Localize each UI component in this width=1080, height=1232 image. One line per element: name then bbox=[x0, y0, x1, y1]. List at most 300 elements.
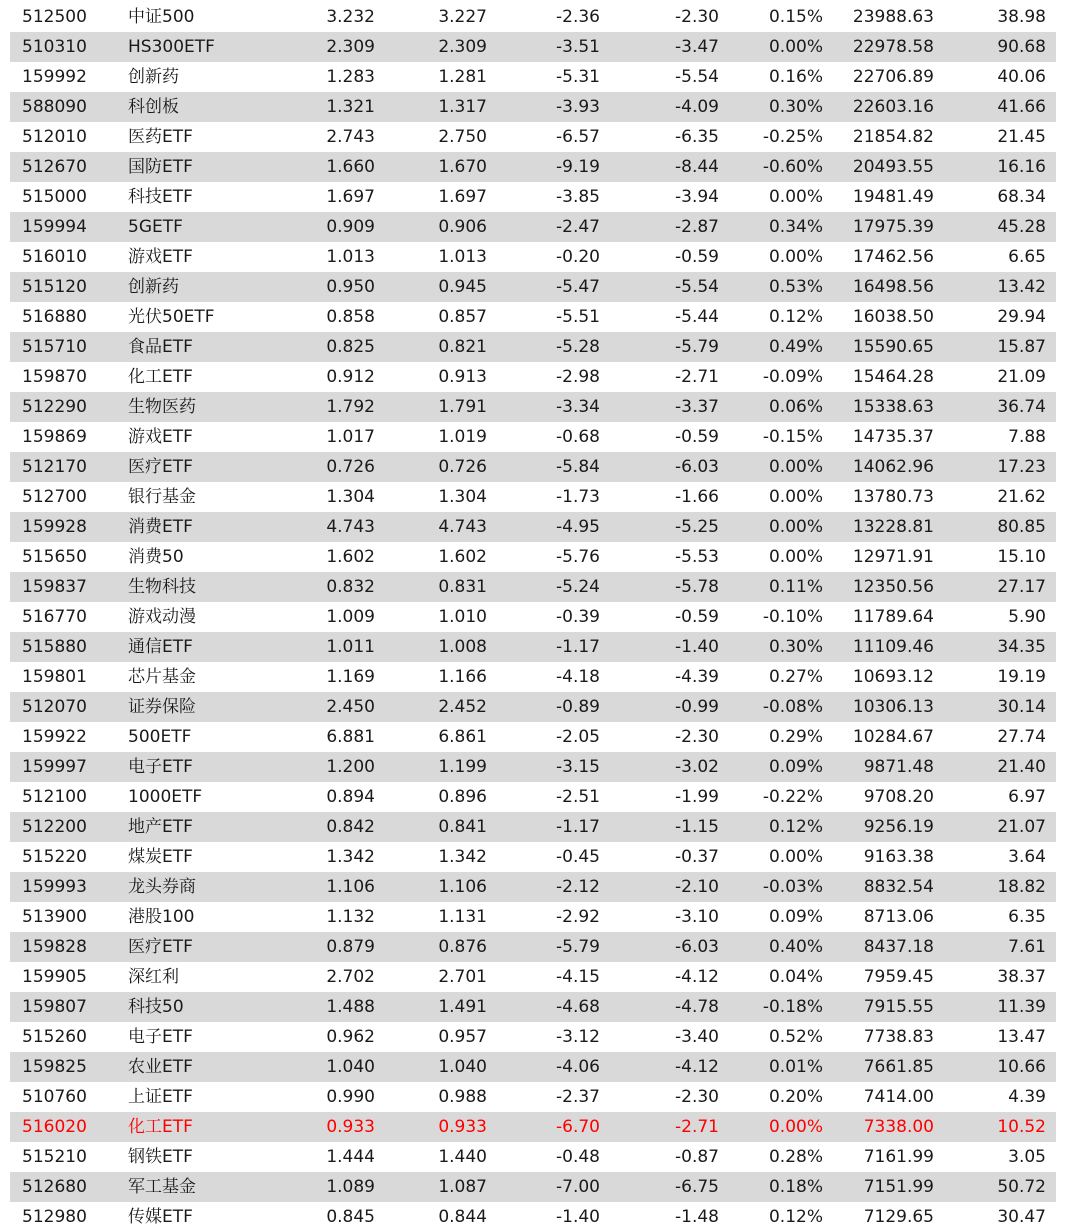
volume-cell: 13228.81 bbox=[852, 517, 934, 537]
nav-cell: 0.945 bbox=[438, 277, 487, 297]
change-a-cell: -2.92 bbox=[556, 907, 600, 927]
fund-code-cell: 512100 bbox=[22, 787, 87, 807]
change-a-cell: -2.98 bbox=[556, 367, 600, 387]
last-value-cell: 6.97 bbox=[1008, 787, 1046, 807]
change-b-cell: -2.10 bbox=[675, 877, 719, 897]
nav-cell: 0.857 bbox=[438, 307, 487, 327]
premium-rate-cell: 0.00% bbox=[768, 457, 823, 477]
fund-code-cell: 515880 bbox=[22, 637, 87, 657]
nav-cell: 0.896 bbox=[438, 787, 487, 807]
last-value-cell: 13.47 bbox=[997, 1027, 1046, 1047]
fund-code-cell: 159869 bbox=[22, 427, 87, 447]
fund-code-cell: 159997 bbox=[22, 757, 87, 777]
nav-cell: 1.602 bbox=[438, 547, 487, 567]
nav-cell: 1.342 bbox=[438, 847, 487, 867]
fund-code-cell: 516020 bbox=[22, 1117, 87, 1137]
table-row bbox=[10, 62, 1056, 92]
last-value-cell: 21.45 bbox=[997, 127, 1046, 147]
fund-name-cell: 医疗ETF bbox=[128, 457, 193, 477]
premium-rate-cell: 0.00% bbox=[768, 487, 823, 507]
fund-code-cell: 515210 bbox=[22, 1147, 87, 1167]
change-b-cell: -2.71 bbox=[675, 1117, 719, 1137]
premium-rate-cell: 0.27% bbox=[768, 667, 823, 687]
fund-name-cell: 农业ETF bbox=[128, 1057, 193, 1077]
volume-cell: 10284.67 bbox=[852, 727, 934, 747]
table-row bbox=[10, 752, 1056, 782]
fund-code-cell: 159905 bbox=[22, 967, 87, 987]
premium-rate-cell: 0.00% bbox=[768, 1117, 823, 1137]
volume-cell: 15338.63 bbox=[852, 397, 934, 417]
volume-cell: 9871.48 bbox=[863, 757, 934, 777]
price-cell: 1.013 bbox=[326, 247, 375, 267]
fund-name-cell: 游戏ETF bbox=[128, 427, 193, 447]
table-row bbox=[10, 272, 1056, 302]
price-cell: 2.743 bbox=[326, 127, 375, 147]
volume-cell: 19481.49 bbox=[852, 187, 934, 207]
nav-cell: 1.491 bbox=[438, 997, 487, 1017]
fund-code-cell: 515220 bbox=[22, 847, 87, 867]
change-a-cell: -5.31 bbox=[556, 67, 600, 87]
nav-cell: 1.304 bbox=[438, 487, 487, 507]
last-value-cell: 29.94 bbox=[997, 307, 1046, 327]
change-b-cell: -0.59 bbox=[675, 607, 719, 627]
table-row bbox=[10, 332, 1056, 362]
table-row bbox=[10, 842, 1056, 872]
premium-rate-cell: 0.15% bbox=[768, 7, 823, 27]
premium-rate-cell: -0.03% bbox=[762, 877, 823, 897]
change-b-cell: -2.30 bbox=[675, 7, 719, 27]
premium-rate-cell: 0.04% bbox=[768, 967, 823, 987]
premium-rate-cell: -0.22% bbox=[762, 787, 823, 807]
change-a-cell: -5.79 bbox=[556, 937, 600, 957]
premium-rate-cell: 0.53% bbox=[768, 277, 823, 297]
last-value-cell: 10.66 bbox=[997, 1057, 1046, 1077]
fund-code-cell: 512680 bbox=[22, 1177, 87, 1197]
change-b-cell: -1.15 bbox=[675, 817, 719, 837]
change-b-cell: -2.30 bbox=[675, 727, 719, 747]
last-value-cell: 17.23 bbox=[997, 457, 1046, 477]
table-row bbox=[10, 962, 1056, 992]
fund-code-cell: 159922 bbox=[22, 727, 87, 747]
fund-code-cell: 512170 bbox=[22, 457, 87, 477]
premium-rate-cell: 0.29% bbox=[768, 727, 823, 747]
last-value-cell: 11.39 bbox=[997, 997, 1046, 1017]
nav-cell: 1.670 bbox=[438, 157, 487, 177]
fund-name-cell: 证券保险 bbox=[128, 697, 196, 717]
change-b-cell: -0.87 bbox=[675, 1147, 719, 1167]
table-row bbox=[10, 542, 1056, 572]
price-cell: 1.602 bbox=[326, 547, 375, 567]
fund-name-cell: 医药ETF bbox=[128, 127, 193, 147]
fund-name-cell: 电子ETF bbox=[128, 757, 193, 777]
fund-code-cell: 512200 bbox=[22, 817, 87, 837]
change-a-cell: -5.51 bbox=[556, 307, 600, 327]
change-b-cell: -1.48 bbox=[675, 1207, 719, 1227]
change-b-cell: -4.78 bbox=[675, 997, 719, 1017]
fund-code-cell: 512670 bbox=[22, 157, 87, 177]
last-value-cell: 16.16 bbox=[997, 157, 1046, 177]
table-row bbox=[10, 1172, 1056, 1202]
change-a-cell: -2.51 bbox=[556, 787, 600, 807]
last-value-cell: 21.62 bbox=[997, 487, 1046, 507]
volume-cell: 7661.85 bbox=[863, 1057, 934, 1077]
fund-name-cell: 消费50 bbox=[128, 547, 184, 567]
table-row bbox=[10, 602, 1056, 632]
change-a-cell: -2.36 bbox=[556, 7, 600, 27]
premium-rate-cell: 0.52% bbox=[768, 1027, 823, 1047]
change-b-cell: -1.99 bbox=[675, 787, 719, 807]
last-value-cell: 30.47 bbox=[997, 1207, 1046, 1227]
volume-cell: 16498.56 bbox=[852, 277, 934, 297]
fund-name-cell: 龙头券商 bbox=[128, 877, 196, 897]
last-value-cell: 7.88 bbox=[1008, 427, 1046, 447]
volume-cell: 22603.16 bbox=[852, 97, 934, 117]
last-value-cell: 3.05 bbox=[1008, 1147, 1046, 1167]
price-cell: 2.702 bbox=[326, 967, 375, 987]
volume-cell: 11789.64 bbox=[852, 607, 934, 627]
last-value-cell: 30.14 bbox=[997, 697, 1046, 717]
premium-rate-cell: 0.09% bbox=[768, 907, 823, 927]
fund-code-cell: 512500 bbox=[22, 7, 87, 27]
premium-rate-cell: 0.40% bbox=[768, 937, 823, 957]
change-b-cell: -6.03 bbox=[675, 937, 719, 957]
premium-rate-cell: 0.49% bbox=[768, 337, 823, 357]
nav-cell: 1.281 bbox=[438, 67, 487, 87]
volume-cell: 13780.73 bbox=[852, 487, 934, 507]
volume-cell: 15464.28 bbox=[852, 367, 934, 387]
fund-code-cell: 515650 bbox=[22, 547, 87, 567]
last-value-cell: 21.40 bbox=[997, 757, 1046, 777]
change-b-cell: -4.12 bbox=[675, 967, 719, 987]
price-cell: 0.894 bbox=[326, 787, 375, 807]
last-value-cell: 6.35 bbox=[1008, 907, 1046, 927]
change-a-cell: -0.39 bbox=[556, 607, 600, 627]
nav-cell: 1.019 bbox=[438, 427, 487, 447]
nav-cell: 1.013 bbox=[438, 247, 487, 267]
fund-name-cell: 深红利 bbox=[128, 967, 179, 987]
volume-cell: 14062.96 bbox=[852, 457, 934, 477]
change-b-cell: -0.59 bbox=[675, 427, 719, 447]
last-value-cell: 10.52 bbox=[997, 1117, 1046, 1137]
nav-cell: 0.841 bbox=[438, 817, 487, 837]
change-a-cell: -0.48 bbox=[556, 1147, 600, 1167]
last-value-cell: 6.65 bbox=[1008, 247, 1046, 267]
price-cell: 1.017 bbox=[326, 427, 375, 447]
volume-cell: 22978.58 bbox=[852, 37, 934, 57]
fund-code-cell: 516770 bbox=[22, 607, 87, 627]
premium-rate-cell: -0.15% bbox=[762, 427, 823, 447]
nav-cell: 1.317 bbox=[438, 97, 487, 117]
price-cell: 0.933 bbox=[326, 1117, 375, 1137]
fund-code-cell: 510310 bbox=[22, 37, 87, 57]
table-row bbox=[10, 1052, 1056, 1082]
fund-name-cell: 科技ETF bbox=[128, 187, 193, 207]
premium-rate-cell: 0.00% bbox=[768, 247, 823, 267]
price-cell: 4.743 bbox=[326, 517, 375, 537]
fund-name-cell: 地产ETF bbox=[128, 817, 193, 837]
change-b-cell: -5.25 bbox=[675, 517, 719, 537]
volume-cell: 10306.13 bbox=[852, 697, 934, 717]
price-cell: 0.832 bbox=[326, 577, 375, 597]
fund-name-cell: HS300ETF bbox=[128, 37, 215, 57]
last-value-cell: 38.37 bbox=[997, 967, 1046, 987]
volume-cell: 22706.89 bbox=[852, 67, 934, 87]
price-cell: 1.089 bbox=[326, 1177, 375, 1197]
change-b-cell: -6.35 bbox=[675, 127, 719, 147]
premium-rate-cell: 0.00% bbox=[768, 37, 823, 57]
premium-rate-cell: 0.18% bbox=[768, 1177, 823, 1197]
change-a-cell: -6.70 bbox=[556, 1117, 600, 1137]
volume-cell: 7151.99 bbox=[863, 1177, 934, 1197]
nav-cell: 4.743 bbox=[438, 517, 487, 537]
nav-cell: 0.726 bbox=[438, 457, 487, 477]
nav-cell: 3.227 bbox=[438, 7, 487, 27]
price-cell: 2.450 bbox=[326, 697, 375, 717]
nav-cell: 2.750 bbox=[438, 127, 487, 147]
price-cell: 0.909 bbox=[326, 217, 375, 237]
fund-code-cell: 512290 bbox=[22, 397, 87, 417]
price-cell: 0.842 bbox=[326, 817, 375, 837]
change-a-cell: -7.00 bbox=[556, 1177, 600, 1197]
change-b-cell: -2.71 bbox=[675, 367, 719, 387]
fund-code-cell: 515000 bbox=[22, 187, 87, 207]
fund-name-cell: 银行基金 bbox=[128, 487, 196, 507]
fund-code-cell: 159928 bbox=[22, 517, 87, 537]
table-row bbox=[10, 1202, 1056, 1232]
premium-rate-cell: -0.09% bbox=[762, 367, 823, 387]
fund-code-cell: 512010 bbox=[22, 127, 87, 147]
change-a-cell: -3.15 bbox=[556, 757, 600, 777]
volume-cell: 21854.82 bbox=[852, 127, 934, 147]
fund-name-cell: 电子ETF bbox=[128, 1027, 193, 1047]
change-b-cell: -0.59 bbox=[675, 247, 719, 267]
fund-code-cell: 159825 bbox=[22, 1057, 87, 1077]
change-b-cell: -6.03 bbox=[675, 457, 719, 477]
fund-name-cell: 钢铁ETF bbox=[128, 1147, 193, 1167]
change-b-cell: -5.79 bbox=[675, 337, 719, 357]
table-row bbox=[10, 422, 1056, 452]
change-b-cell: -2.87 bbox=[675, 217, 719, 237]
table-row bbox=[10, 32, 1056, 62]
fund-name-cell: 5GETF bbox=[128, 217, 183, 237]
nav-cell: 1.008 bbox=[438, 637, 487, 657]
last-value-cell: 4.39 bbox=[1008, 1087, 1046, 1107]
price-cell: 1.106 bbox=[326, 877, 375, 897]
volume-cell: 7161.99 bbox=[863, 1147, 934, 1167]
fund-name-cell: 芯片基金 bbox=[128, 667, 196, 687]
last-value-cell: 68.34 bbox=[997, 187, 1046, 207]
fund-name-cell: 化工ETF bbox=[128, 367, 193, 387]
table-row bbox=[10, 572, 1056, 602]
nav-cell: 1.791 bbox=[438, 397, 487, 417]
fund-name-cell: 1000ETF bbox=[128, 787, 203, 807]
fund-name-cell: 科技50 bbox=[128, 997, 184, 1017]
change-a-cell: -0.45 bbox=[556, 847, 600, 867]
fund-name-cell: 传媒ETF bbox=[128, 1207, 193, 1227]
table-row bbox=[10, 1142, 1056, 1172]
price-cell: 1.283 bbox=[326, 67, 375, 87]
last-value-cell: 3.64 bbox=[1008, 847, 1046, 867]
price-cell: 0.726 bbox=[326, 457, 375, 477]
change-a-cell: -2.47 bbox=[556, 217, 600, 237]
fund-name-cell: 创新药 bbox=[128, 277, 179, 297]
premium-rate-cell: 0.16% bbox=[768, 67, 823, 87]
nav-cell: 0.988 bbox=[438, 1087, 487, 1107]
last-value-cell: 7.61 bbox=[1008, 937, 1046, 957]
price-cell: 2.309 bbox=[326, 37, 375, 57]
fund-name-cell: 生物医药 bbox=[128, 397, 196, 417]
change-a-cell: -5.47 bbox=[556, 277, 600, 297]
table-row bbox=[10, 992, 1056, 1022]
table-row bbox=[10, 512, 1056, 542]
nav-cell: 0.876 bbox=[438, 937, 487, 957]
nav-cell: 2.309 bbox=[438, 37, 487, 57]
price-cell: 0.845 bbox=[326, 1207, 375, 1227]
change-a-cell: -3.34 bbox=[556, 397, 600, 417]
last-value-cell: 18.82 bbox=[997, 877, 1046, 897]
change-a-cell: -5.24 bbox=[556, 577, 600, 597]
change-a-cell: -0.68 bbox=[556, 427, 600, 447]
fund-code-cell: 159807 bbox=[22, 997, 87, 1017]
change-b-cell: -2.30 bbox=[675, 1087, 719, 1107]
fund-code-cell: 159828 bbox=[22, 937, 87, 957]
fund-code-cell: 588090 bbox=[22, 97, 87, 117]
nav-cell: 0.913 bbox=[438, 367, 487, 387]
change-b-cell: -8.44 bbox=[675, 157, 719, 177]
fund-code-cell: 159837 bbox=[22, 577, 87, 597]
last-value-cell: 90.68 bbox=[997, 37, 1046, 57]
table-row bbox=[10, 482, 1056, 512]
price-cell: 1.169 bbox=[326, 667, 375, 687]
change-a-cell: -4.15 bbox=[556, 967, 600, 987]
table-row bbox=[10, 662, 1056, 692]
change-a-cell: -4.95 bbox=[556, 517, 600, 537]
fund-name-cell: 煤炭ETF bbox=[128, 847, 193, 867]
fund-name-cell: 500ETF bbox=[128, 727, 192, 747]
table-row bbox=[10, 872, 1056, 902]
change-b-cell: -3.94 bbox=[675, 187, 719, 207]
change-a-cell: -2.37 bbox=[556, 1087, 600, 1107]
volume-cell: 9163.38 bbox=[863, 847, 934, 867]
last-value-cell: 41.66 bbox=[997, 97, 1046, 117]
fund-code-cell: 159870 bbox=[22, 367, 87, 387]
change-b-cell: -5.54 bbox=[675, 67, 719, 87]
nav-cell: 1.199 bbox=[438, 757, 487, 777]
fund-code-cell: 515260 bbox=[22, 1027, 87, 1047]
table-row bbox=[10, 122, 1056, 152]
price-cell: 6.881 bbox=[326, 727, 375, 747]
fund-name-cell: 中证500 bbox=[128, 7, 195, 27]
premium-rate-cell: 0.28% bbox=[768, 1147, 823, 1167]
nav-cell: 0.844 bbox=[438, 1207, 487, 1227]
price-cell: 0.912 bbox=[326, 367, 375, 387]
fund-code-cell: 512980 bbox=[22, 1207, 87, 1227]
change-a-cell: -3.93 bbox=[556, 97, 600, 117]
change-b-cell: -4.12 bbox=[675, 1057, 719, 1077]
fund-name-cell: 科创板 bbox=[128, 97, 179, 117]
premium-rate-cell: 0.06% bbox=[768, 397, 823, 417]
volume-cell: 7959.45 bbox=[863, 967, 934, 987]
volume-cell: 17462.56 bbox=[852, 247, 934, 267]
table-row bbox=[10, 782, 1056, 812]
change-a-cell: -2.05 bbox=[556, 727, 600, 747]
table-row bbox=[10, 2, 1056, 32]
last-value-cell: 21.09 bbox=[997, 367, 1046, 387]
premium-rate-cell: 0.00% bbox=[768, 187, 823, 207]
change-a-cell: -4.06 bbox=[556, 1057, 600, 1077]
fund-code-cell: 513900 bbox=[22, 907, 87, 927]
volume-cell: 12350.56 bbox=[852, 577, 934, 597]
table-row bbox=[10, 242, 1056, 272]
price-cell: 1.792 bbox=[326, 397, 375, 417]
volume-cell: 10693.12 bbox=[852, 667, 934, 687]
volume-cell: 7414.00 bbox=[863, 1087, 934, 1107]
volume-cell: 16038.50 bbox=[852, 307, 934, 327]
table-row bbox=[10, 1022, 1056, 1052]
change-b-cell: -0.99 bbox=[675, 697, 719, 717]
volume-cell: 15590.65 bbox=[852, 337, 934, 357]
last-value-cell: 36.74 bbox=[997, 397, 1046, 417]
change-a-cell: -3.12 bbox=[556, 1027, 600, 1047]
change-b-cell: -6.75 bbox=[675, 1177, 719, 1197]
premium-rate-cell: 0.30% bbox=[768, 97, 823, 117]
price-cell: 1.011 bbox=[326, 637, 375, 657]
volume-cell: 8713.06 bbox=[863, 907, 934, 927]
premium-rate-cell: 0.00% bbox=[768, 517, 823, 537]
etf-table bbox=[10, 2, 1056, 1232]
table-row bbox=[10, 182, 1056, 212]
table-row bbox=[10, 302, 1056, 332]
price-cell: 0.990 bbox=[326, 1087, 375, 1107]
table-row bbox=[10, 632, 1056, 662]
table-row bbox=[10, 1082, 1056, 1112]
change-a-cell: -4.68 bbox=[556, 997, 600, 1017]
nav-cell: 1.106 bbox=[438, 877, 487, 897]
change-b-cell: -5.53 bbox=[675, 547, 719, 567]
volume-cell: 8437.18 bbox=[863, 937, 934, 957]
premium-rate-cell: -0.25% bbox=[762, 127, 823, 147]
fund-name-cell: 食品ETF bbox=[128, 337, 193, 357]
nav-cell: 1.697 bbox=[438, 187, 487, 207]
change-a-cell: -5.76 bbox=[556, 547, 600, 567]
fund-code-cell: 515120 bbox=[22, 277, 87, 297]
last-value-cell: 27.74 bbox=[997, 727, 1046, 747]
premium-rate-cell: -0.60% bbox=[762, 157, 823, 177]
volume-cell: 23988.63 bbox=[852, 7, 934, 27]
change-a-cell: -5.28 bbox=[556, 337, 600, 357]
price-cell: 0.962 bbox=[326, 1027, 375, 1047]
nav-cell: 2.452 bbox=[438, 697, 487, 717]
volume-cell: 8832.54 bbox=[863, 877, 934, 897]
price-cell: 0.858 bbox=[326, 307, 375, 327]
price-cell: 1.488 bbox=[326, 997, 375, 1017]
premium-rate-cell: 0.00% bbox=[768, 547, 823, 567]
fund-name-cell: 港股100 bbox=[128, 907, 195, 927]
table-row bbox=[10, 1112, 1056, 1142]
fund-code-cell: 516010 bbox=[22, 247, 87, 267]
table-row bbox=[10, 452, 1056, 482]
fund-code-cell: 159801 bbox=[22, 667, 87, 687]
volume-cell: 7738.83 bbox=[863, 1027, 934, 1047]
last-value-cell: 13.42 bbox=[997, 277, 1046, 297]
change-b-cell: -4.39 bbox=[675, 667, 719, 687]
price-cell: 0.950 bbox=[326, 277, 375, 297]
fund-name-cell: 消费ETF bbox=[128, 517, 193, 537]
last-value-cell: 21.07 bbox=[997, 817, 1046, 837]
premium-rate-cell: 0.20% bbox=[768, 1087, 823, 1107]
fund-name-cell: 游戏动漫 bbox=[128, 607, 196, 627]
change-a-cell: -1.17 bbox=[556, 817, 600, 837]
